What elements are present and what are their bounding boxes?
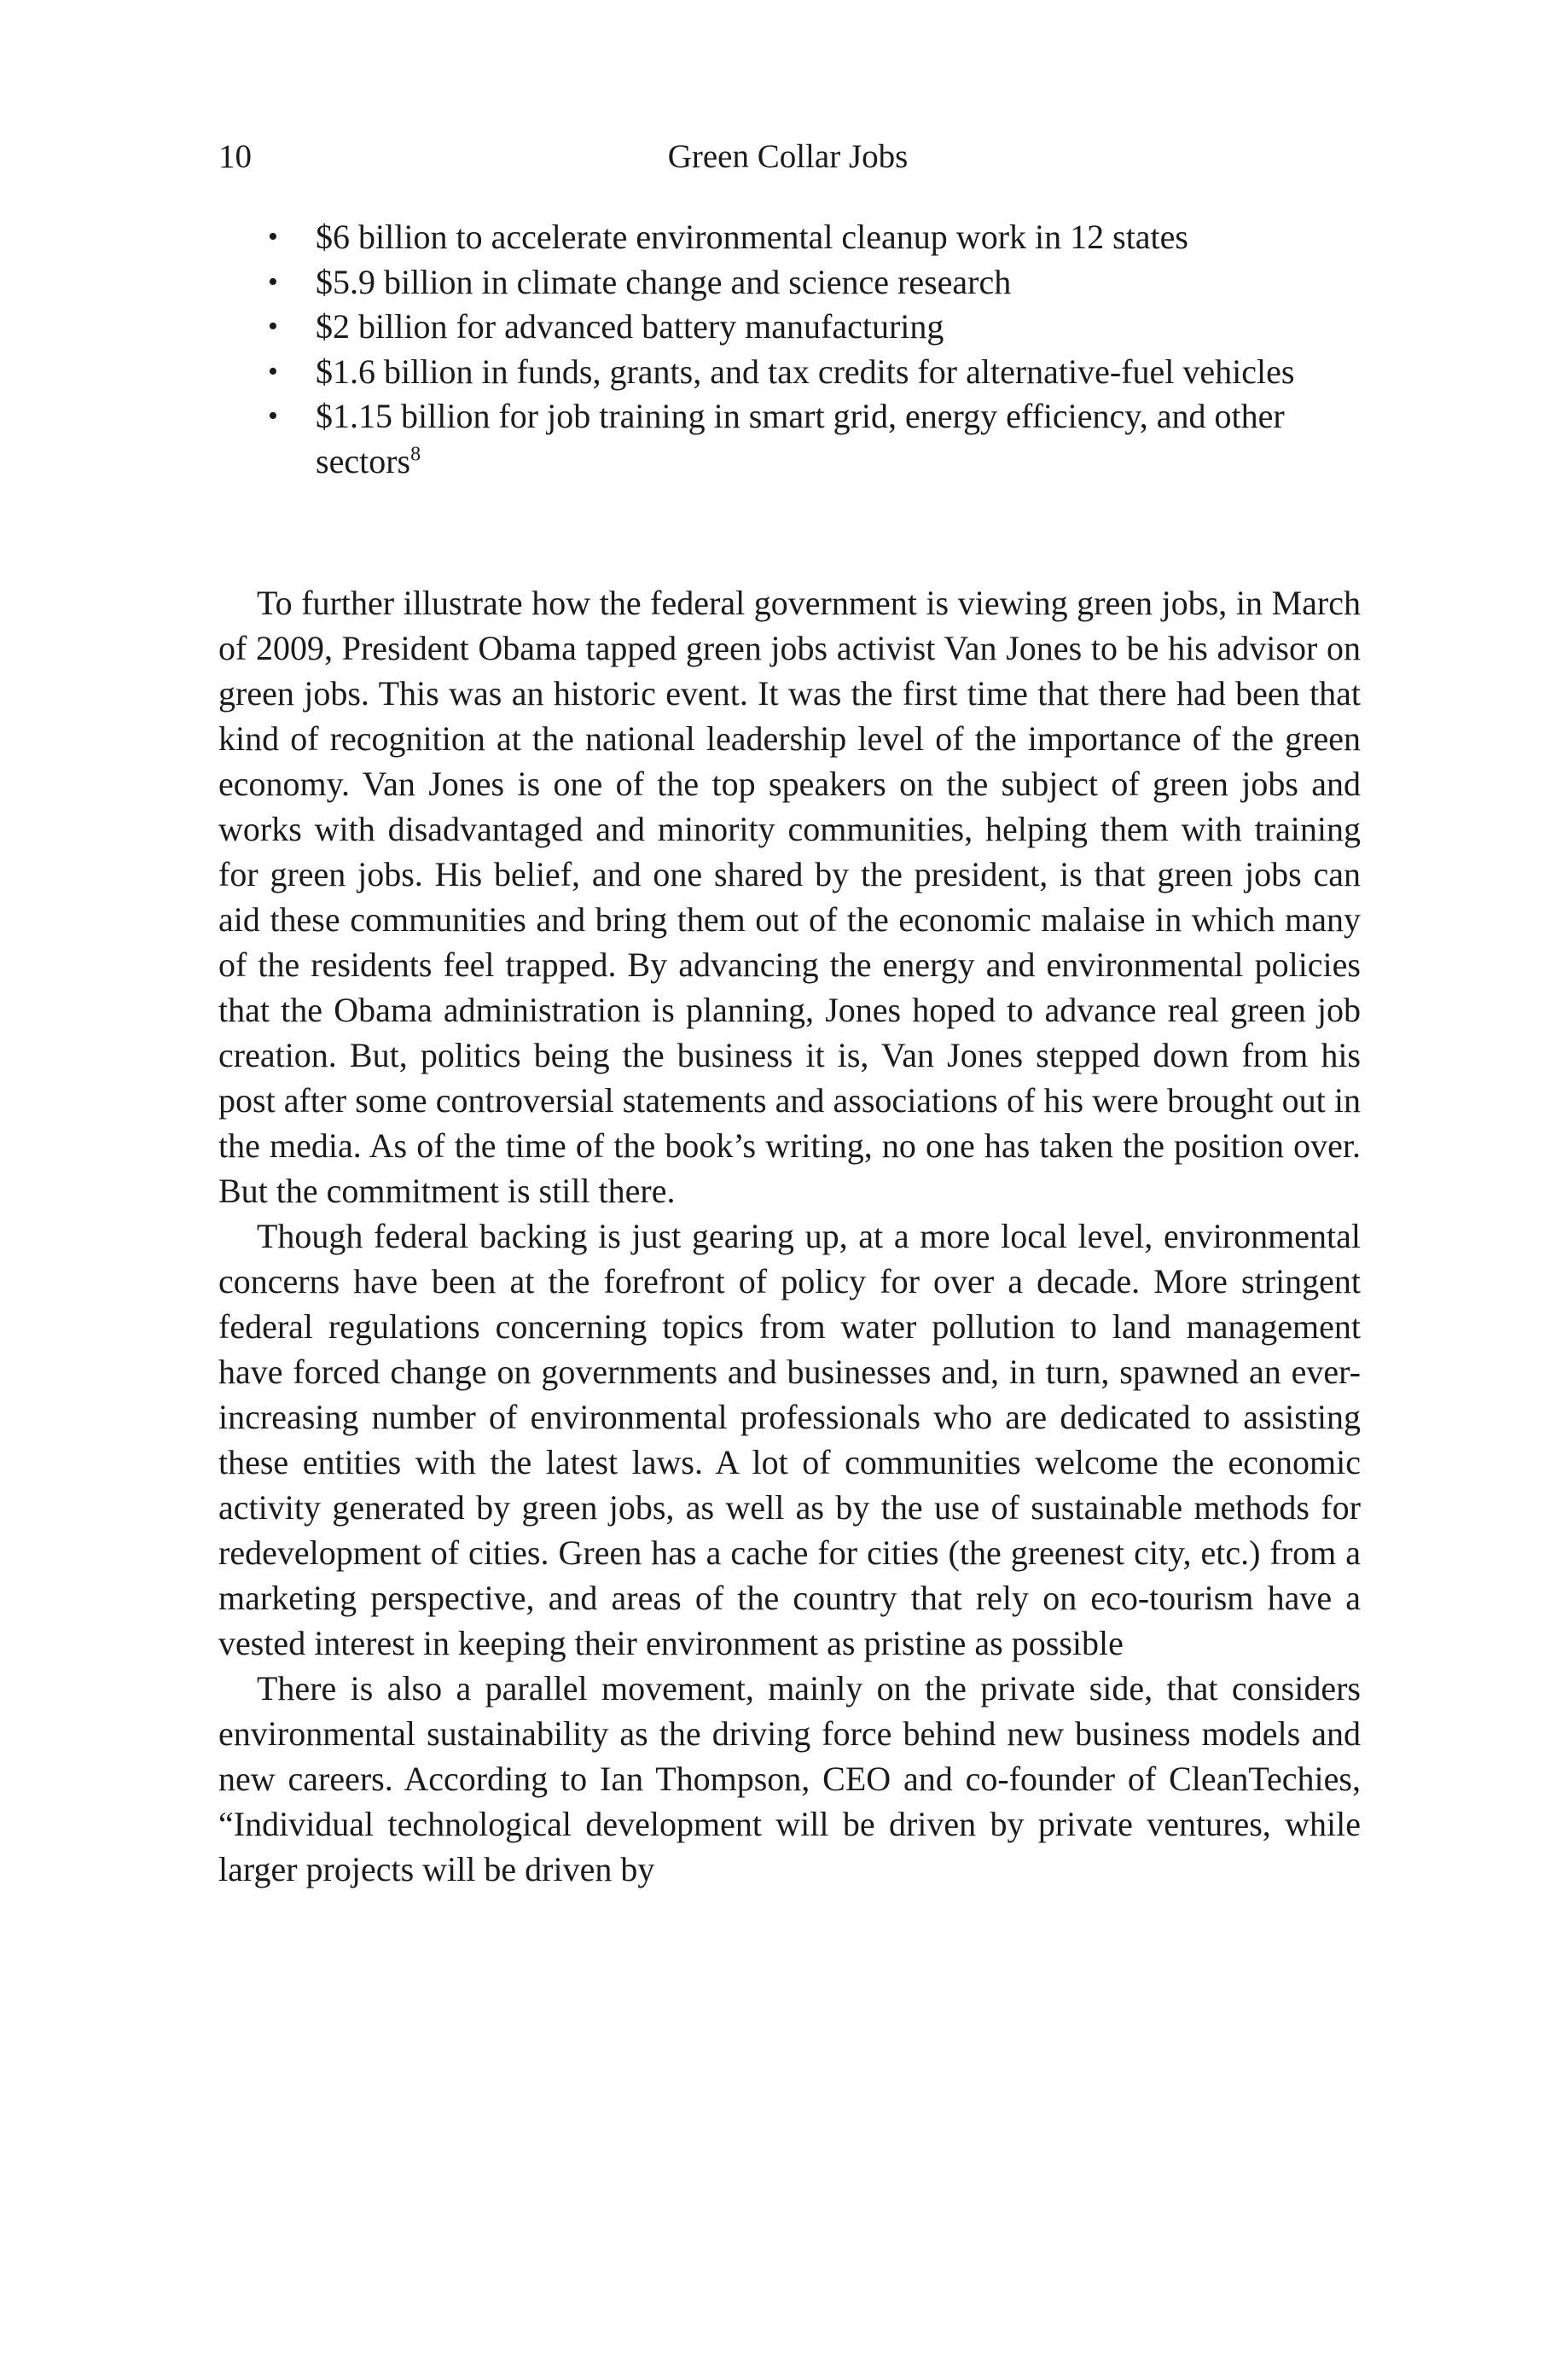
bullet-icon: • — [268, 311, 278, 342]
bullet-icon: • — [268, 355, 278, 387]
funding-bullet-list — [264, 215, 1361, 484]
running-head — [218, 137, 1357, 177]
bullet-text: $1.15 billion for job training in smart grid, energy efficiency, and other sectors — [316, 397, 1285, 480]
running-head-title: Green Collar Jobs — [667, 138, 909, 175]
bullet-icon: • — [268, 265, 278, 298]
bullet-text: $5.9 billion in climate change and science research — [316, 262, 1012, 301]
footnote-marker: 8 — [410, 443, 421, 466]
paragraph: Though federal backing is just gearing up, at a more local level, environmental concerns have been at the forefront of policy for over a decade. More stringent federal regulations concerning topics from water pollution to land management have forced change on governments and businesses and, in turn, spawned an ever-increasing number of environmental professionals who are dedicated to assisting these entities with the latest laws. A lot of communities welcome the economic activity generated by green jobs, as well as by the use of sustainable methods for redevelopment of cities. Green has a cache for cities (the greenest city, etc.) from a marketing perspective, and areas of the country that rely on eco-tourism have a vested interest in keeping their environment as pristine as possible — [218, 1217, 1361, 1662]
bullet-icon: • — [268, 221, 278, 253]
bullet-item — [264, 305, 1361, 350]
bullet-icon: • — [268, 400, 278, 432]
body-text — [218, 580, 1361, 1892]
bullet-text: $6 billion to accelerate environmental cleanup work in 12 states — [316, 218, 1188, 256]
paragraph: To further illustrate how the federal government is viewing green jobs, in March of 2009, President Obama tapped green jobs activist Van Jones to be his advisor on green jobs. This was an historic event. It was the first time that there had been that kind of recognition at the national leadership level of the importance of the green economy. Van Jones is one of the top speakers on the subject of green jobs and works with disadvantaged and minority communities, helping them with training for green jobs. His belief, and one shared by the president, is that green jobs can aid these communities and bring them out of the economic malaise in which many of the residents feel trapped. By advancing the energy and environmental policies that the Obama administration is planning, Jones hoped to advance real green job creation. But, politics being the business it is, Van Jones stepped down from his post after some controversial statements and associations of his were brought out in the media. As of the time of the book’s writing, no one has taken the position over. But the commitment is still there. — [218, 584, 1361, 1210]
bullet-text: $1.6 billion in funds, grants, and tax credits for alternative-fuel vehicles — [316, 352, 1295, 391]
bullet-item — [264, 260, 1361, 305]
bullet-text: $2 billion for advanced battery manufacturing — [316, 307, 944, 346]
paragraph: There is also a parallel movement, mainly on the private side, that considers environmental sustainability as the driving force behind new business models and new careers. According to Ian Thompson, CEO and co-founder of CleanTechies, “Individual technological development will be driven by private ventures, while larger projects will be driven by — [218, 1669, 1361, 1888]
bullet-item — [264, 215, 1361, 260]
page-number: 10 — [218, 138, 252, 175]
bullet-item — [264, 350, 1361, 395]
bullet-item — [264, 394, 1361, 484]
